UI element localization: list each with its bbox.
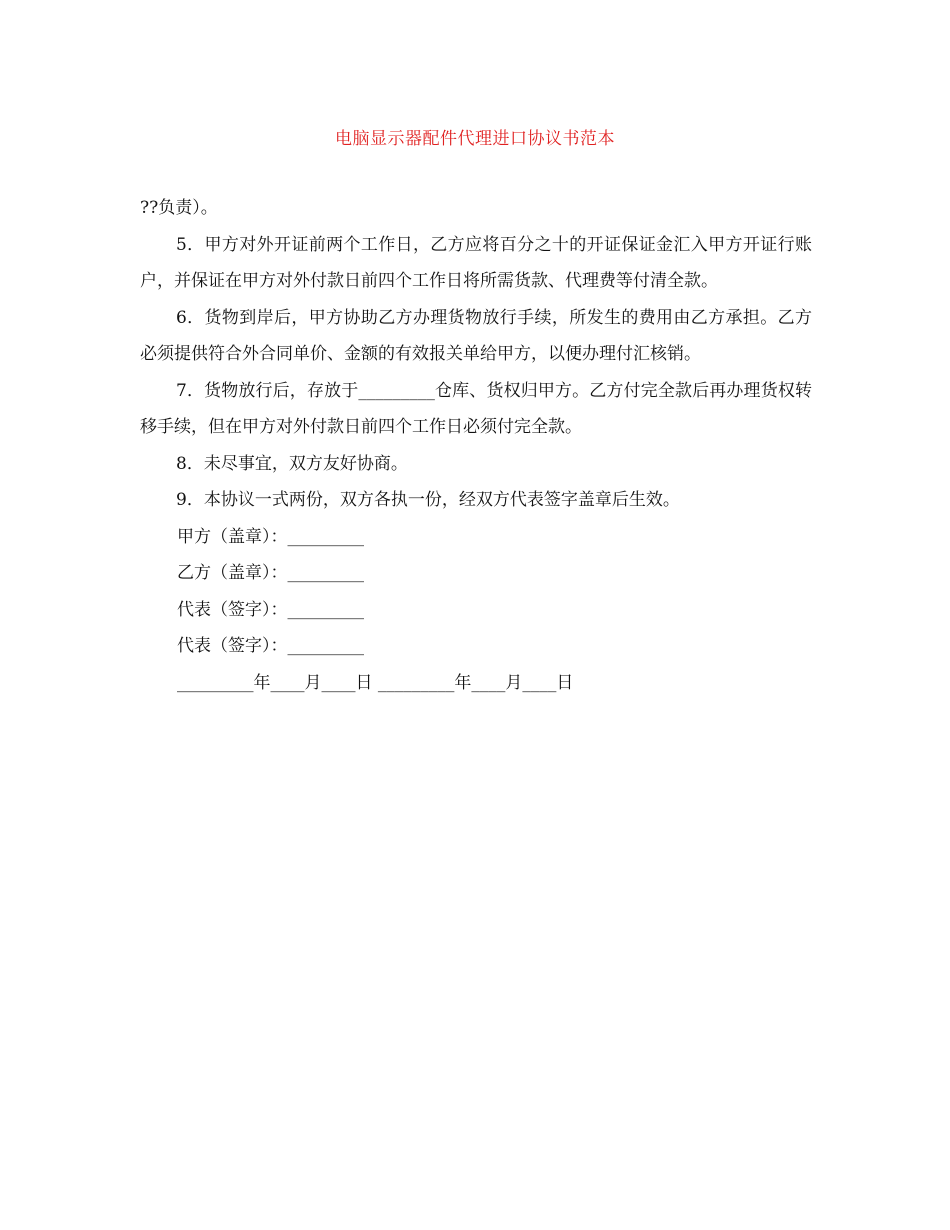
document-body — [140, 190, 812, 701]
signature-representative-a: 代表（签字）：_________ — [177, 599, 364, 620]
signature-dates: _________年____月____日 _________年____月____日 — [177, 672, 574, 693]
signature-representative-b: 代表（签字）：_________ — [177, 636, 364, 656]
paragraph-clause-9: 9．本协议一式两份，双方各执一份，经双方代表签字盖章后生效。 — [176, 490, 680, 510]
signature-party-b: 乙方（盖章）：_________ — [177, 563, 364, 583]
paragraph-clause-6: 6．货物到岸后，甲方协助乙方办理货物放行手续，所发生的费用由乙方承担。乙方必须提供符合外合同单价、金额的有效报关单给甲方，以便办理付汇核销。 — [140, 307, 812, 364]
signature-party-a: 甲方（盖章）：_________ — [177, 526, 364, 547]
document-title: 电脑显示器配件代理进口协议书范本 — [335, 129, 615, 149]
paragraph-clause-8: 8．未尽事宜，双方友好协商。 — [176, 453, 408, 474]
paragraph-continuation: ??负责）。 — [140, 198, 218, 218]
paragraph-clause-7: 7．货物放行后，存放于_________仓库、货权归甲方。乙方付完全款后再办理货权转移手续，但在甲方对外付款日前四个工作日必须付完全款。 — [140, 380, 812, 437]
paragraph-clause-5: 5．甲方对外开证前两个工作日，乙方应将百分之十的开证保证金汇入甲方开证行账户，并保证在甲方对外付款日前四个工作日将所需货款、代理费等付清全款。 — [140, 234, 812, 291]
